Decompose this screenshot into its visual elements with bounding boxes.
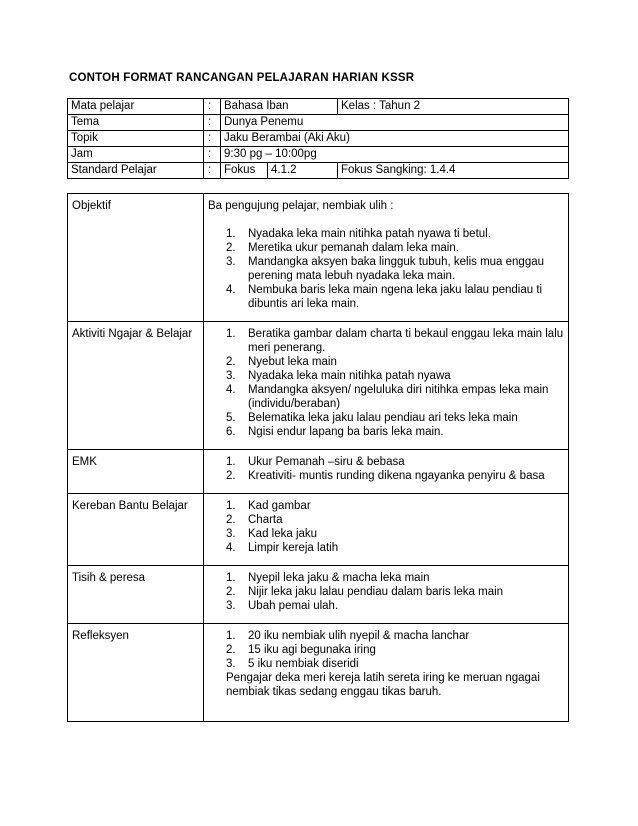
- header-colon: :: [204, 131, 221, 147]
- header-colon: :: [204, 115, 221, 131]
- row-content: [204, 450, 569, 494]
- list-item: 1. Ukur Pemanah –siru & bebasa: [226, 456, 405, 468]
- list-item: 3. Kad leka jaku: [226, 528, 318, 540]
- list-item: 2. Charta: [226, 514, 283, 526]
- header-value: 9:30 pg – 10:00pg: [221, 147, 569, 163]
- header-label: Mata pelajar: [68, 99, 204, 115]
- row-refleksyen: [68, 624, 569, 722]
- header-kelas: Kelas : Tahun 2: [338, 99, 569, 115]
- header-table: [67, 98, 569, 179]
- lesson-table: [67, 193, 569, 722]
- header-colon: :: [204, 163, 221, 179]
- list-item: 1. Nyadaka leka main nitihka patah nyawa ti betul.: [226, 228, 491, 240]
- header-row-tema: [68, 115, 569, 131]
- kereban-list: [208, 499, 564, 555]
- row-aktiviti: [68, 322, 569, 450]
- list-item: 6. Ngisi endur lapang ba baris leka main.: [226, 426, 444, 438]
- objektif-list: [208, 227, 564, 311]
- list-item: 1. Kad gambar: [226, 500, 311, 512]
- list-item: 4. Limpir kereja latih: [226, 542, 339, 554]
- row-label: Tisih & peresa: [68, 566, 204, 624]
- list-item: 3. Mandangka aksyen baka lingguk tubuh, kelis mua enggau perening mata lebuh nyadaka leka main.: [226, 256, 545, 282]
- header-fokus-sangking: Fokus Sangking: 1.4.4: [338, 163, 569, 179]
- header-label: Tema: [68, 115, 204, 131]
- row-kereban: [68, 494, 569, 566]
- list-item: 2. Nijir leka jaku lalau pendiau dalam baris leka main: [226, 586, 504, 598]
- header-colon: :: [204, 99, 221, 115]
- page-title: CONTOH FORMAT RANCANGAN PELAJARAN HARIAN KSSR: [69, 72, 415, 84]
- row-tisih: [68, 566, 569, 624]
- row-label: Refleksyen: [68, 624, 204, 722]
- row-label: Kereban Bantu Belajar: [68, 494, 204, 566]
- list-item: 3. Nyadaka leka main nitihka patah nyawa: [226, 370, 451, 382]
- row-content: [204, 194, 569, 322]
- header-label: Jam: [68, 147, 204, 163]
- aktiviti-list: [208, 327, 564, 439]
- list-item: 1. Nyepil leka jaku & macha leka main: [226, 572, 430, 584]
- row-content: [204, 322, 569, 450]
- list-item: 1. 20 iku nembiak ulih nyepil & macha lanchar: [226, 630, 470, 642]
- header-value: Jaku Berambai (Aki Aku): [221, 131, 569, 147]
- row-label: Aktiviti Ngajar & Belajar: [68, 322, 204, 450]
- list-item: 2. Kreativiti- muntis runding dikena ngayanka penyiru & basa: [226, 470, 545, 482]
- row-emk: [68, 450, 569, 494]
- row-content: [204, 566, 569, 624]
- row-label: Objektif: [68, 194, 204, 322]
- header-fokus-label: Fokus: [221, 163, 268, 179]
- header-label: Topik: [68, 131, 204, 147]
- row-label: EMK: [68, 450, 204, 494]
- header-label: Standard Pelajar: [68, 163, 204, 179]
- list-item: 3. 5 iku nembiak diseridi: [226, 658, 359, 670]
- list-item: 5. Belematika leka jaku lalau pendiau ari teks leka main: [226, 412, 518, 424]
- tisih-list: [208, 571, 564, 613]
- header-colon: :: [204, 147, 221, 163]
- list-item: 4. Mandangka aksyen/ ngeluluka diri nitihka empas leka main (individu/beraban): [226, 384, 549, 410]
- list-item: 1. Beratika gambar dalam charta ti bekaul enggau leka main lalu meri penerang.: [226, 328, 564, 354]
- list-item: 2. Meretika ukur pemanah dalam leka main.: [226, 242, 459, 254]
- objektif-intro: Ba pengujung pelajar, nembiak ulih :: [208, 200, 394, 212]
- header-row-mata-pelajar: [68, 99, 569, 115]
- header-row-standard: [68, 163, 569, 179]
- list-item: 3. Ubah pemai ulah.: [226, 600, 339, 612]
- refleksyen-note: Pengajar deka meri kereja latih sereta iring ke meruan ngagai nembiak tikas sedang enggau tikas baruh.: [226, 672, 540, 698]
- list-item: 2. 15 iku agi begunaka iring: [226, 644, 376, 656]
- list-item: 2. Nyebut leka main: [226, 356, 337, 368]
- emk-list: [208, 455, 564, 483]
- list-item: 4. Nembuka baris leka main ngena leka jaku lalau pendiau ti dibuntis ari leka main.: [226, 284, 543, 310]
- row-content: [204, 624, 569, 722]
- header-row-jam: [68, 147, 569, 163]
- header-value: Dunya Penemu: [221, 115, 569, 131]
- header-fokus-value: 4.1.2: [268, 163, 338, 179]
- row-objektif: [68, 194, 569, 322]
- row-content: [204, 494, 569, 566]
- refleksyen-list: [208, 629, 564, 671]
- header-value: Bahasa Iban: [221, 99, 338, 115]
- header-row-topik: [68, 131, 569, 147]
